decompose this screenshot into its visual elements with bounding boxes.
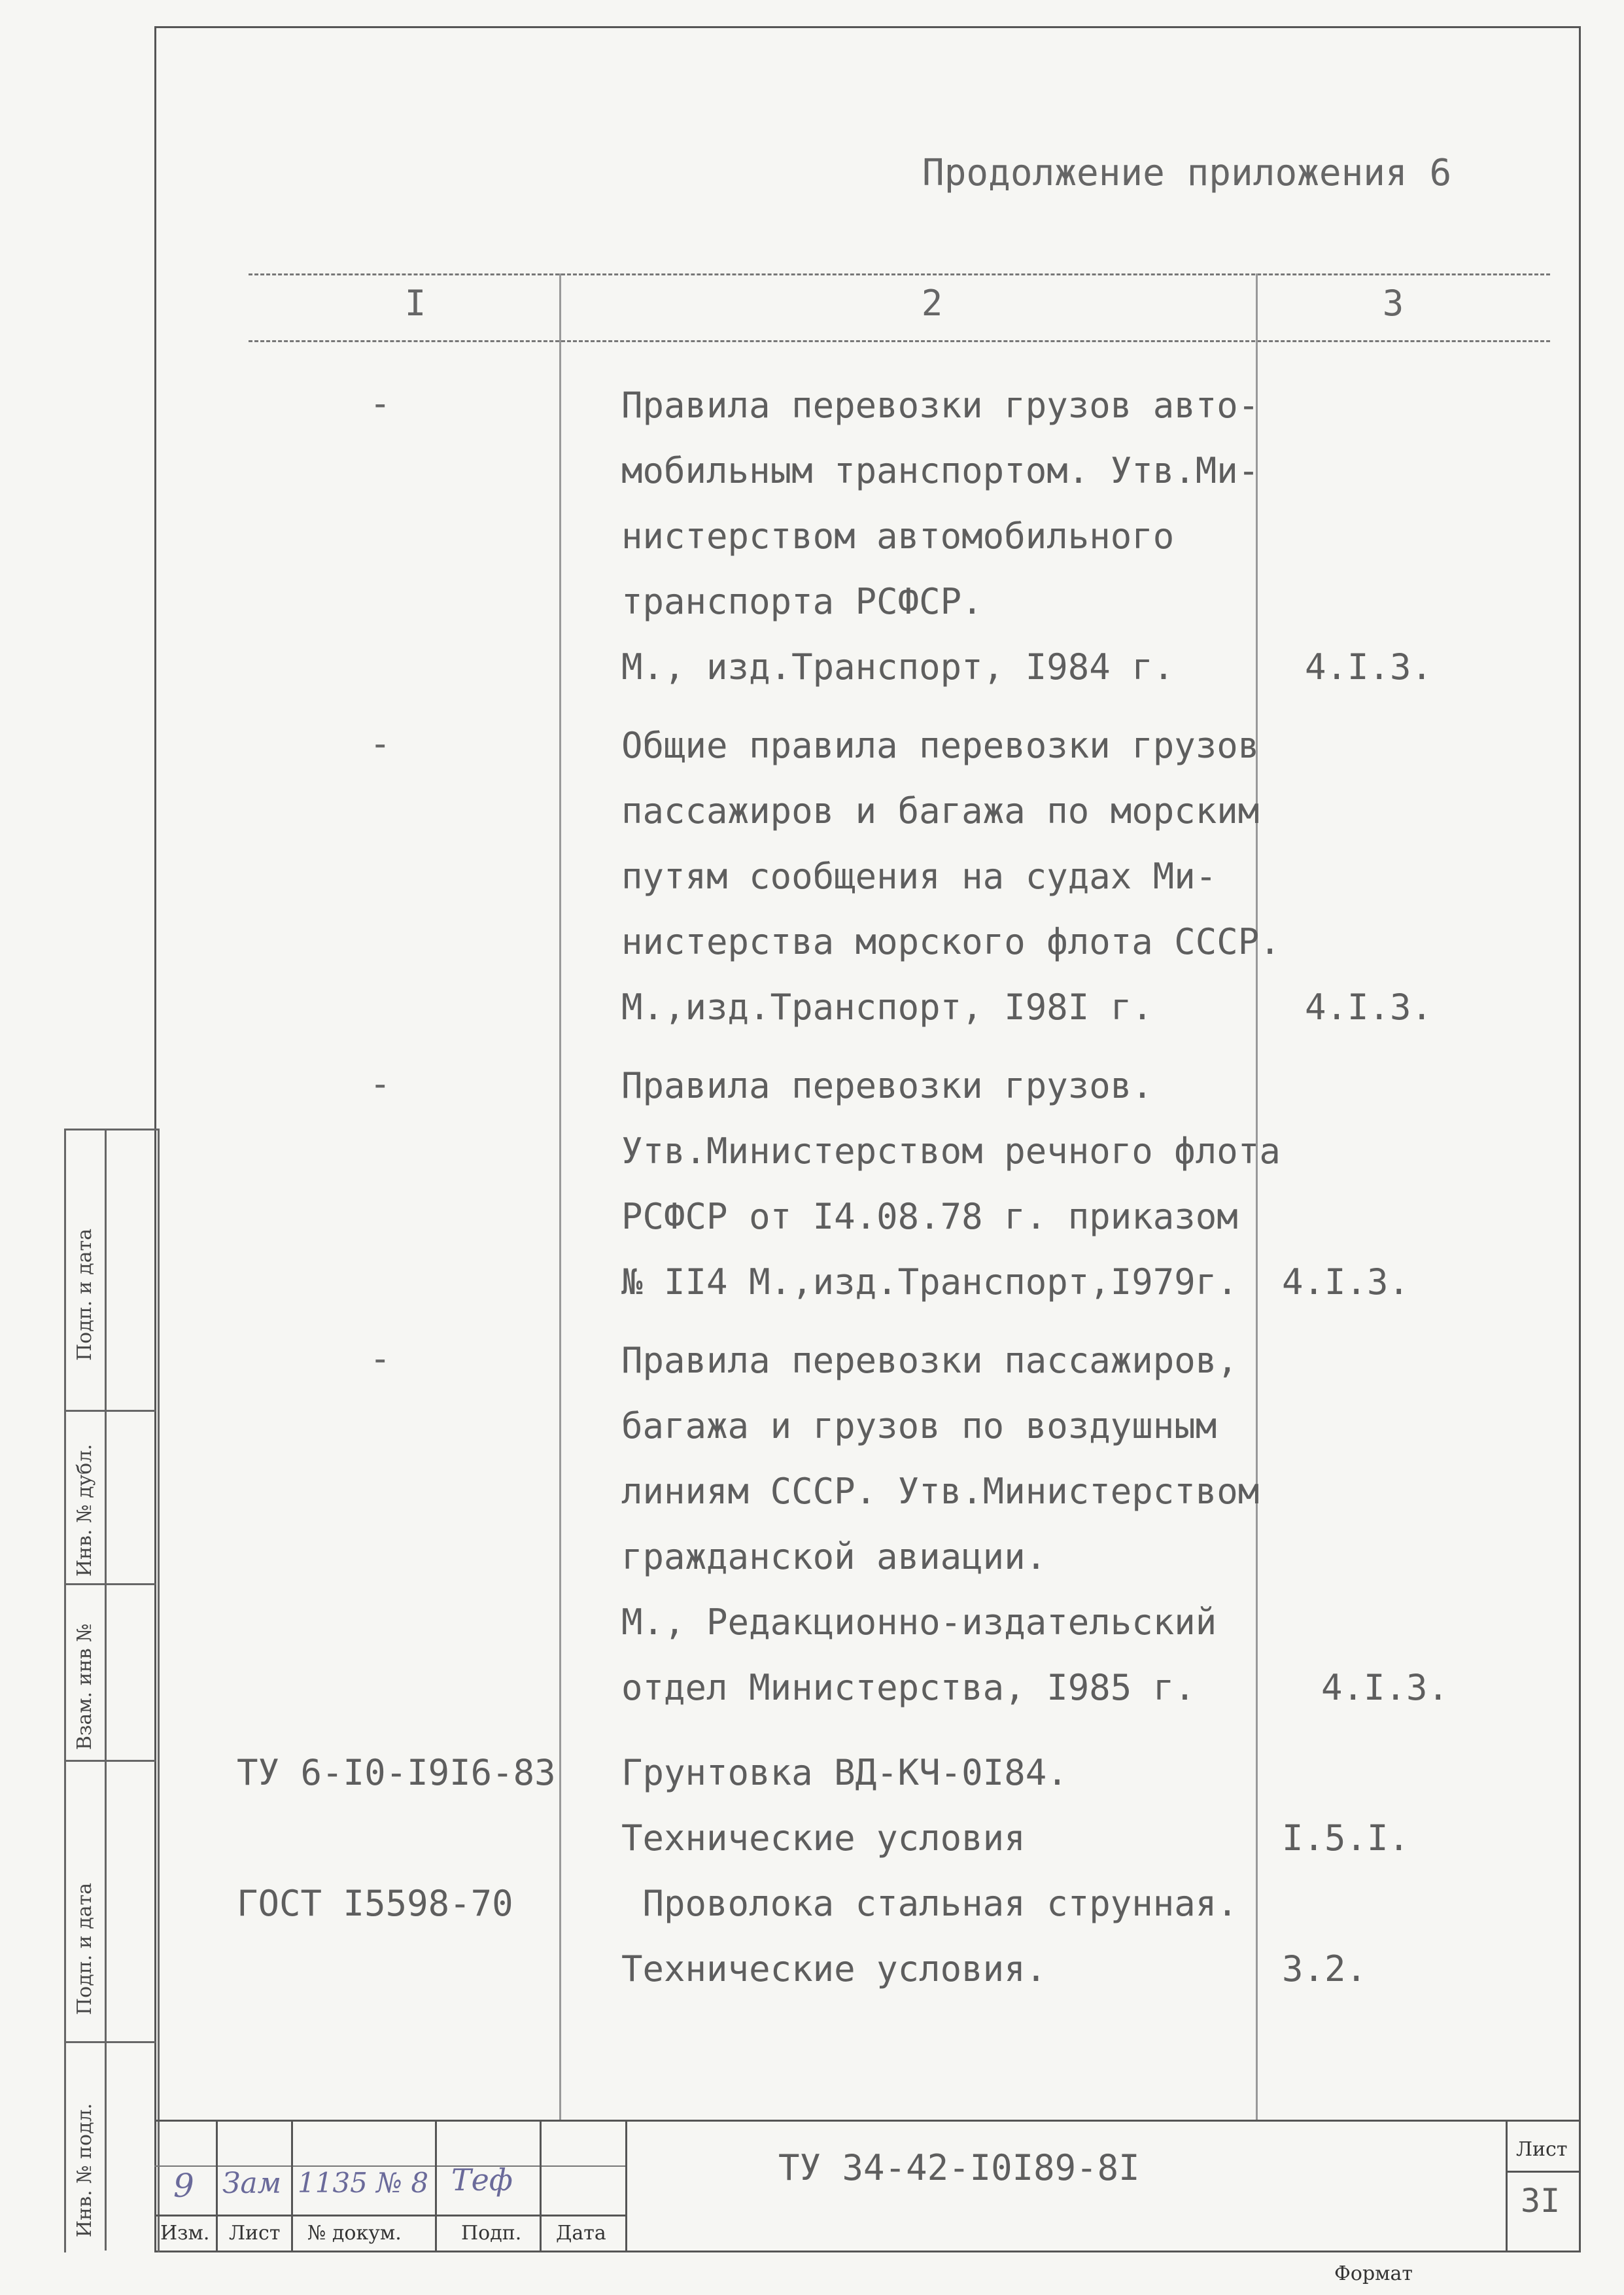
- format-label: Формат: [1334, 2262, 1413, 2285]
- row4-line2: багажа и грузов по воздушным: [621, 1405, 1217, 1446]
- row6-line2: Технические условия.: [621, 1948, 1047, 1989]
- row1-line4: транспорта РСФСР.: [621, 581, 983, 622]
- tb-header-sign: Подп.: [461, 2222, 522, 2245]
- tb-col-divider-3: [435, 2120, 437, 2251]
- row4-line6: отдел Министерства, I985 г.: [621, 1667, 1196, 1708]
- tb-handwritten-doc: 1135 № 8: [298, 2167, 429, 2199]
- tb-col-divider-4: [540, 2120, 542, 2251]
- row1-col3: 4.I.3.: [1305, 646, 1433, 688]
- row1-line1: Правила перевозки грузов авто-: [621, 385, 1260, 426]
- row6-col1: ГОСТ I5598-70: [237, 1883, 513, 1924]
- column-header-1: I: [404, 283, 426, 324]
- frame-top: [154, 26, 1581, 28]
- title-block-header-rule: [154, 2215, 625, 2216]
- tb-sheet-label: Лист: [1516, 2138, 1568, 2161]
- tb-handwritten-izm: 9: [173, 2167, 194, 2205]
- frame-right: [1579, 26, 1581, 2251]
- row3-col1: -: [370, 1063, 391, 1104]
- tb-col-divider-2: [291, 2120, 293, 2251]
- page-heading: Продолжение приложения 6: [922, 152, 1452, 194]
- tb-col-divider-6: [1506, 2120, 1508, 2251]
- table-top-rule: [249, 273, 1550, 275]
- tb-col-divider-5: [625, 2120, 627, 2251]
- column-divider-1: [559, 273, 561, 2120]
- row6-line1: Проволока стальная струнная.: [621, 1883, 1238, 1924]
- side-label-replace-inv: Взам. инв №: [73, 1623, 96, 1750]
- row3-line1: Правила перевозки грузов.: [621, 1065, 1153, 1106]
- tb-sheet-rule: [1506, 2171, 1581, 2173]
- side-divider-1: [64, 1410, 156, 1412]
- row3-line2: Утв.Министерством речного флота: [621, 1130, 1281, 1172]
- row4-col3: 4.I.3.: [1321, 1667, 1449, 1708]
- row3-line4: № II4 М.,изд.Транспорт,I979г.: [621, 1261, 1238, 1303]
- tb-sheet-number: 3I: [1521, 2182, 1561, 2220]
- tb-header-doc: № докум.: [307, 2222, 402, 2245]
- tb-header-izm: Изм.: [160, 2222, 210, 2245]
- row3-col3: 4.I.3.: [1282, 1261, 1410, 1303]
- column-header-2: 2: [921, 283, 943, 324]
- tb-col-divider-1: [216, 2120, 218, 2251]
- row2-line2: пассажиров и багажа по морским: [621, 790, 1260, 832]
- row5-line2: Технические условия: [621, 1817, 1026, 1859]
- row6-col3: 3.2.: [1282, 1948, 1368, 1989]
- side-label-sign-date-2: Подп. и дата: [73, 1882, 96, 2015]
- row2-line4: нистерства морского флота СССР.: [621, 921, 1281, 962]
- row2-col1: -: [370, 723, 391, 764]
- tb-handwritten-sign: Теф: [451, 2162, 513, 2198]
- tb-header-date: Дата: [556, 2222, 606, 2245]
- row2-line3: путям сообщения на судах Ми-: [621, 856, 1217, 897]
- side-divider-4: [64, 2041, 156, 2043]
- row4-line3: линиям СССР. Утв.Министерством: [621, 1471, 1260, 1512]
- row1-line3: нистерством автомобильного: [621, 516, 1175, 557]
- frame-bottom: [154, 2251, 1581, 2252]
- column-header-3: 3: [1382, 283, 1404, 324]
- column-divider-2: [1256, 273, 1258, 2120]
- row1-line5: М., изд.Транспорт, I984 г.: [621, 646, 1175, 688]
- side-label-sign-date-1: Подп. и дата: [73, 1228, 96, 1361]
- row2-line1: Общие правила перевозки грузов: [621, 725, 1260, 766]
- title-block-top: [154, 2120, 1581, 2122]
- row1-line2: мобильным транспортом. Утв.Ми-: [621, 450, 1260, 491]
- tb-doc-code: ТУ 34-42-I0I89-8I: [778, 2147, 1140, 2188]
- row4-col1: -: [370, 1338, 391, 1379]
- side-divider-3: [64, 1760, 156, 1762]
- row3-line3: РСФСР от I4.08.78 г. приказом: [621, 1196, 1238, 1237]
- side-label-dup-inv: Инв. № дубл.: [73, 1444, 96, 1577]
- side-inner-line: [105, 1129, 107, 2251]
- row1-col1: -: [370, 383, 391, 424]
- row4-line5: М., Редакционно-издательский: [621, 1602, 1217, 1643]
- row2-line5: М.,изд.Транспорт, I98I г.: [621, 987, 1153, 1028]
- table-header-rule: [249, 340, 1550, 342]
- tb-handwritten-list: Зам: [222, 2167, 282, 2200]
- side-label-orig-inv: Инв. № подл.: [73, 2103, 96, 2237]
- row4-line1: Правила перевозки пассажиров,: [621, 1340, 1238, 1381]
- row5-col3: I.5.I.: [1282, 1817, 1410, 1859]
- row2-col3: 4.I.3.: [1305, 987, 1433, 1028]
- tb-header-list: Лист: [229, 2222, 281, 2245]
- side-divider-2: [64, 1583, 156, 1585]
- row4-line4: гражданской авиации.: [621, 1536, 1047, 1577]
- row5-line1: Грунтовка ВД-КЧ-0I84.: [621, 1752, 1068, 1793]
- row5-col1: ТУ 6-I0-I9I6-83: [237, 1752, 556, 1793]
